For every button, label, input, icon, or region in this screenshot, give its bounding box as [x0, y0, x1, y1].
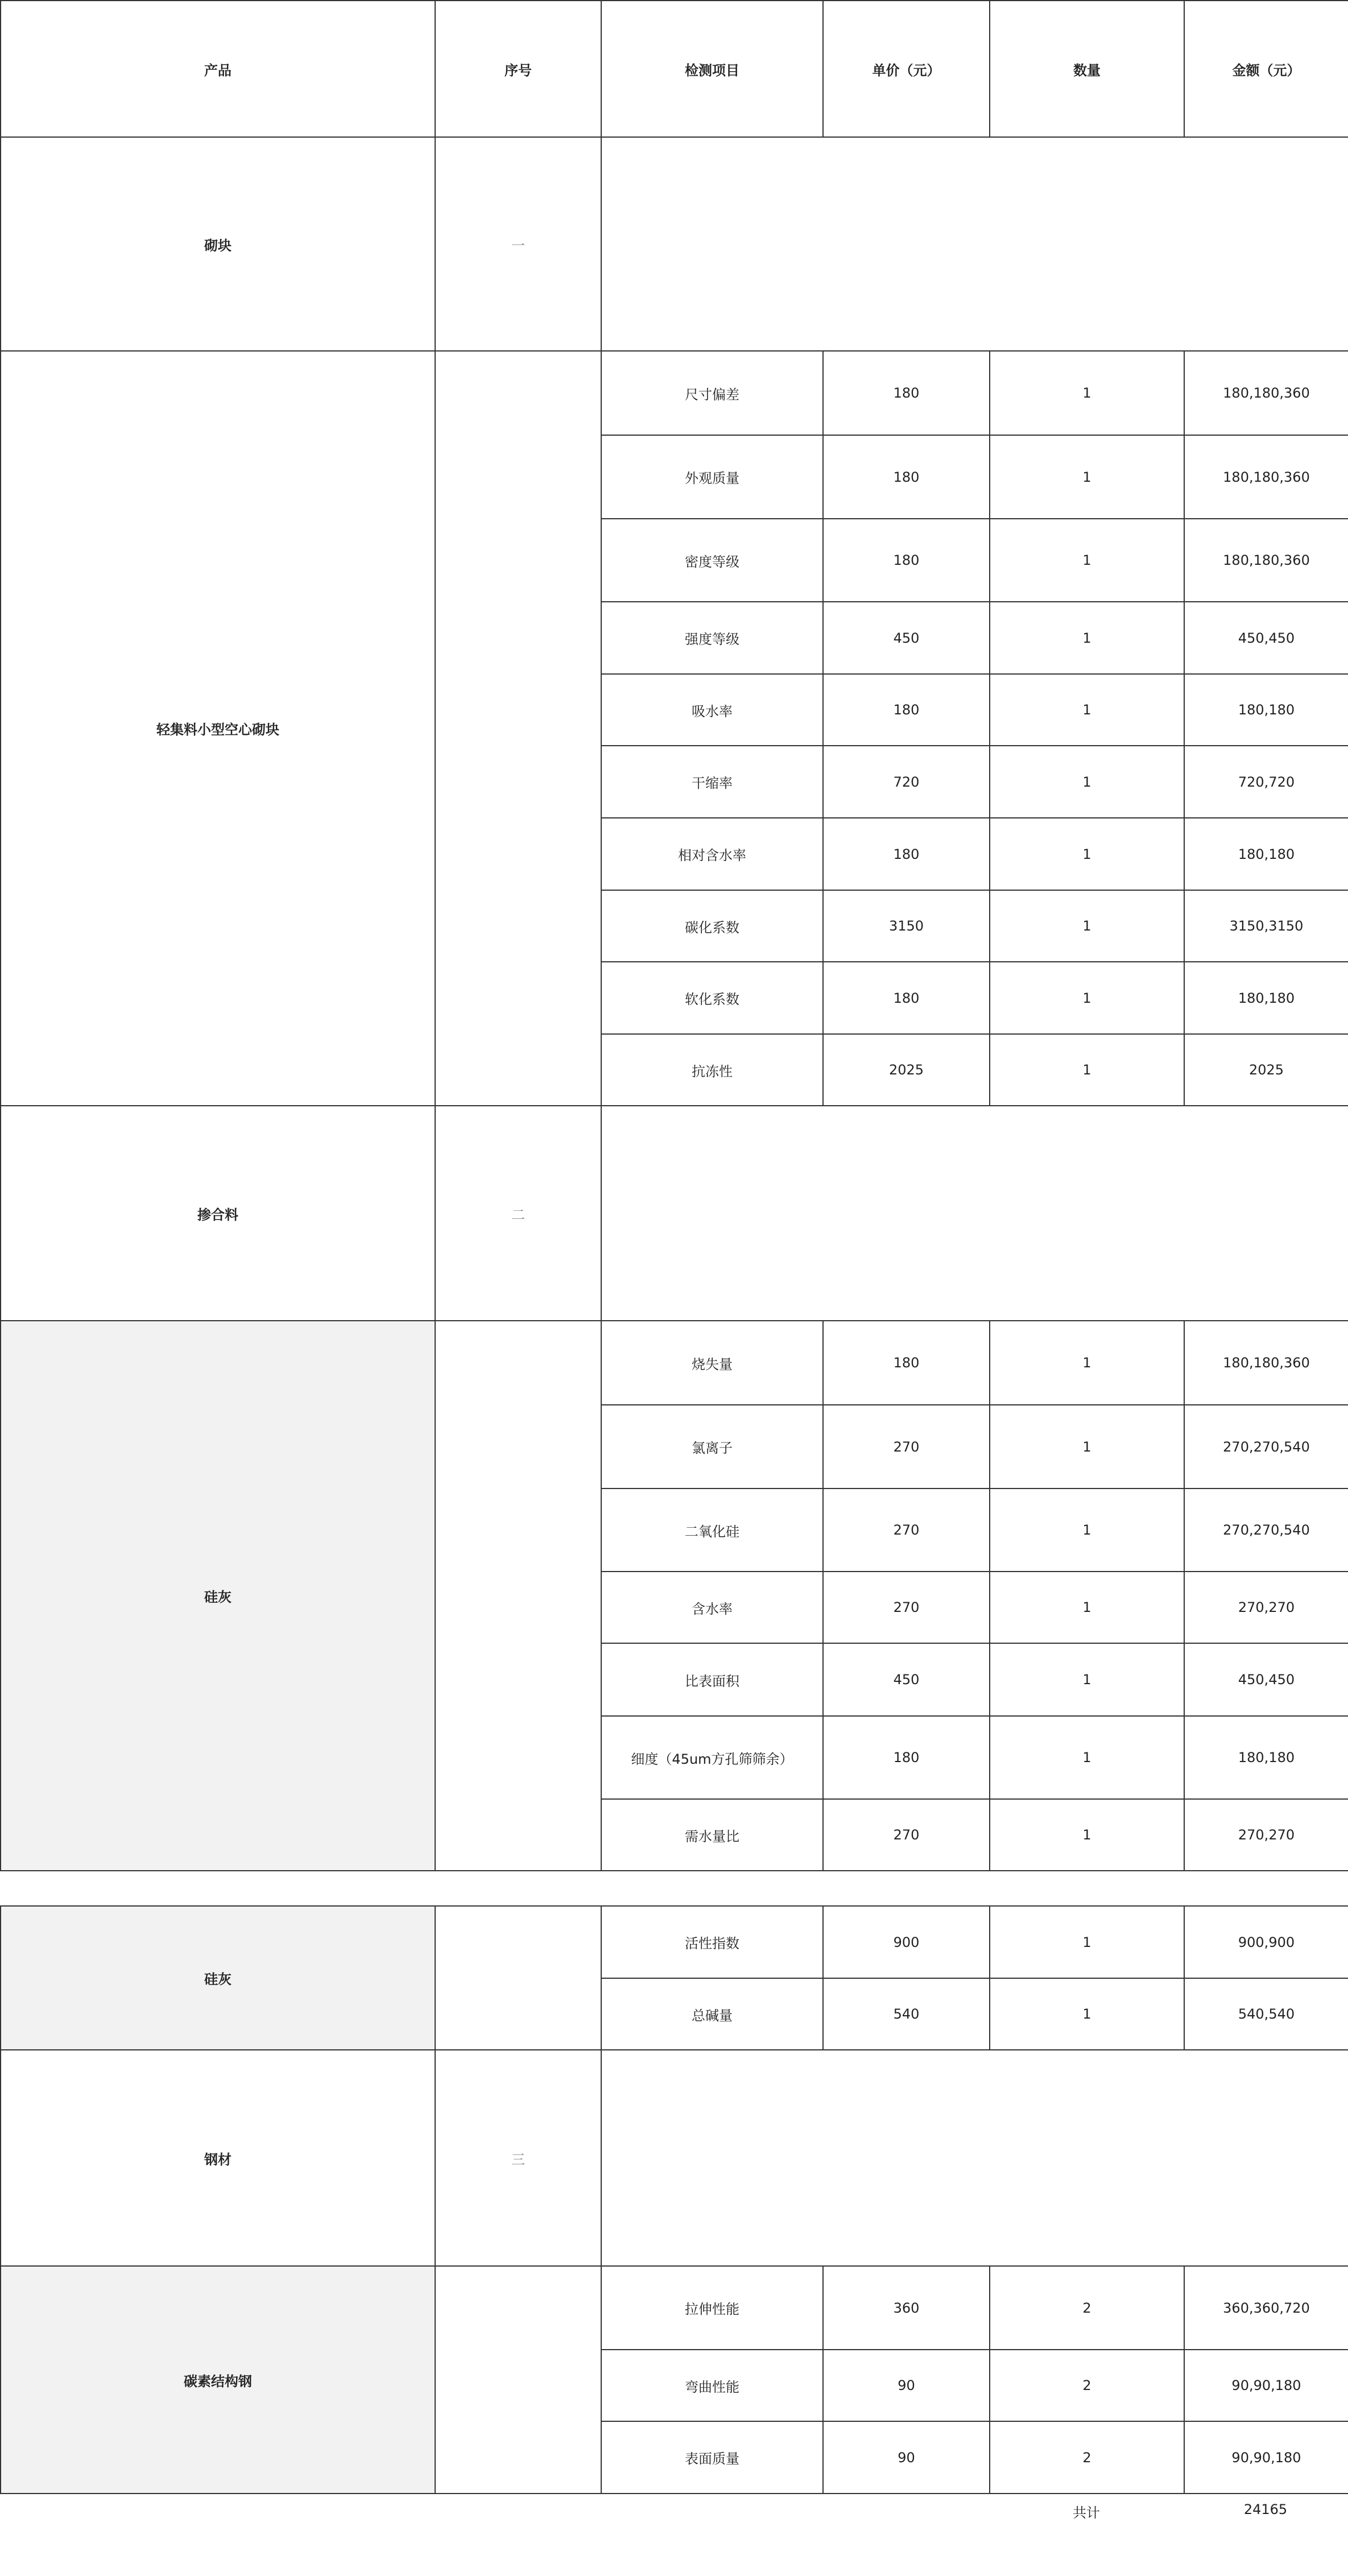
- empty-cell: [601, 1106, 1348, 1321]
- amount-cell: 3150,3150: [1184, 890, 1348, 962]
- item-cell: 烧失量: [601, 1321, 823, 1405]
- amount-cell: 270,270,540: [1184, 1405, 1348, 1488]
- qty-cell: 1: [990, 746, 1184, 818]
- category-row-block: [1, 137, 1348, 351]
- amount-cell: 180,180,360: [1184, 1321, 1348, 1405]
- amount-cell: 180,180,360: [1184, 435, 1348, 519]
- amount-cell: 270,270: [1184, 1799, 1348, 1871]
- category-row-admixture: [1, 1106, 1348, 1321]
- header-item: 检测项目: [601, 1, 823, 137]
- seq-cell: [435, 1906, 601, 2050]
- price-cell: 270: [823, 1405, 990, 1488]
- qty-cell: 1: [990, 602, 1184, 674]
- header-product: 产品: [1, 1, 435, 137]
- item-cell: 拉伸性能: [601, 2266, 823, 2350]
- item-cell: 干缩率: [601, 746, 823, 818]
- seq-cell: [435, 1321, 601, 1871]
- amount-cell: 180,180,360: [1184, 519, 1348, 602]
- item-cell: 比表面积: [601, 1643, 823, 1716]
- category-name: 掺合料: [1, 1106, 435, 1321]
- qty-cell: 1: [990, 435, 1184, 519]
- price-cell: 2025: [823, 1034, 990, 1106]
- item-cell: 活性指数: [601, 1906, 823, 1978]
- category-name: 砌块: [1, 137, 435, 351]
- header-price: 单价（元）: [823, 1, 990, 137]
- price-cell: 270: [823, 1488, 990, 1572]
- price-cell: 450: [823, 602, 990, 674]
- product-name: 硅灰: [1, 1321, 435, 1871]
- item-cell: 尺寸偏差: [601, 351, 823, 435]
- price-cell: 180: [823, 962, 990, 1034]
- item-cell: 抗冻性: [601, 1034, 823, 1106]
- amount-cell: 270,270,540: [1184, 1488, 1348, 1572]
- amount-cell: 180,180: [1184, 1716, 1348, 1799]
- price-cell: 270: [823, 1799, 990, 1871]
- item-cell: 表面质量: [601, 2421, 823, 2494]
- amount-cell: 180,180,360: [1184, 351, 1348, 435]
- amount-cell: 360,360,720: [1184, 2266, 1348, 2350]
- table-row: [1, 1906, 1348, 1978]
- amount-cell: 450,450: [1184, 1643, 1348, 1716]
- category-seq: 二: [435, 1106, 601, 1321]
- price-cell: 900: [823, 1906, 990, 1978]
- header-row: [1, 1, 1348, 137]
- item-cell: 弯曲性能: [601, 2350, 823, 2421]
- amount-cell: 180,180: [1184, 674, 1348, 746]
- qty-cell: 1: [990, 890, 1184, 962]
- price-cell: 180: [823, 351, 990, 435]
- amount-cell: 90,90,180: [1184, 2421, 1348, 2494]
- qty-cell: 1: [990, 1572, 1184, 1643]
- price-cell: 180: [823, 1716, 990, 1799]
- item-cell: 含水率: [601, 1572, 823, 1643]
- amount-cell: 180,180: [1184, 962, 1348, 1034]
- price-cell: 180: [823, 1321, 990, 1405]
- qty-cell: 1: [990, 1643, 1184, 1716]
- empty-cell: [601, 137, 1348, 351]
- price-cell: 3150: [823, 890, 990, 962]
- empty-cell: [601, 2050, 1348, 2266]
- price-cell: 90: [823, 2421, 990, 2494]
- amount-cell: 2025: [1184, 1034, 1348, 1106]
- price-cell: 360: [823, 2266, 990, 2350]
- qty-cell: 1: [990, 1799, 1184, 1871]
- item-cell: 二氧化硅: [601, 1488, 823, 1572]
- qty-cell: 2: [990, 2266, 1184, 2350]
- qty-cell: 1: [990, 1716, 1184, 1799]
- qty-cell: 2: [990, 2421, 1184, 2494]
- category-name: 钢材: [1, 2050, 435, 2266]
- qty-cell: 1: [990, 519, 1184, 602]
- item-cell: 密度等级: [601, 519, 823, 602]
- total-label: 共计: [1073, 2505, 1100, 2521]
- category-seq: 一: [435, 137, 601, 351]
- item-cell: 强度等级: [601, 602, 823, 674]
- qty-cell: 1: [990, 1321, 1184, 1405]
- item-cell: 细度（45um方孔筛筛余）: [601, 1716, 823, 1799]
- item-cell: 氯离子: [601, 1405, 823, 1488]
- price-cell: 90: [823, 2350, 990, 2421]
- amount-cell: 90,90,180: [1184, 2350, 1348, 2421]
- header-qty: 数量: [990, 1, 1184, 137]
- table-row: [1, 351, 1348, 435]
- table-row: [1, 2266, 1348, 2350]
- price-cell: 180: [823, 435, 990, 519]
- total-value: 24165: [1243, 2501, 1288, 2517]
- product-name: 轻集料小型空心砌块: [1, 351, 435, 1106]
- price-cell: 180: [823, 519, 990, 602]
- test-fee-table-part-2: [0, 1905, 1348, 2494]
- table-row: [1, 1321, 1348, 1405]
- item-cell: 软化系数: [601, 962, 823, 1034]
- item-cell: 外观质量: [601, 435, 823, 519]
- price-cell: 270: [823, 1572, 990, 1643]
- item-cell: 吸水率: [601, 674, 823, 746]
- amount-cell: 720,720: [1184, 746, 1348, 818]
- qty-cell: 1: [990, 1978, 1184, 2050]
- qty-cell: 1: [990, 1488, 1184, 1572]
- amount-cell: 180,180: [1184, 818, 1348, 890]
- qty-cell: 1: [990, 1906, 1184, 1978]
- price-cell: 450: [823, 1643, 990, 1716]
- amount-cell: 450,450: [1184, 602, 1348, 674]
- qty-cell: 1: [990, 674, 1184, 746]
- qty-cell: 1: [990, 962, 1184, 1034]
- item-cell: 需水量比: [601, 1799, 823, 1871]
- header-seq: 序号: [435, 1, 601, 137]
- item-cell: 总碱量: [601, 1978, 823, 2050]
- qty-cell: 1: [990, 351, 1184, 435]
- amount-cell: 540,540: [1184, 1978, 1348, 2050]
- amount-cell: 270,270: [1184, 1572, 1348, 1643]
- price-cell: 180: [823, 674, 990, 746]
- qty-cell: 1: [990, 818, 1184, 890]
- product-name: 硅灰: [1, 1906, 435, 2050]
- qty-cell: 1: [990, 1405, 1184, 1488]
- amount-cell: 900,900: [1184, 1906, 1348, 1978]
- seq-cell: [435, 2266, 601, 2494]
- category-seq: 三: [435, 2050, 601, 2266]
- price-cell: 540: [823, 1978, 990, 2050]
- header-amount: 金额（元）: [1184, 1, 1348, 137]
- item-cell: 碳化系数: [601, 890, 823, 962]
- price-cell: 180: [823, 818, 990, 890]
- qty-cell: 1: [990, 1034, 1184, 1106]
- product-name: 碳素结构钢: [1, 2266, 435, 2494]
- category-row-steel: [1, 2050, 1348, 2266]
- qty-cell: 2: [990, 2350, 1184, 2421]
- item-cell: 相对含水率: [601, 818, 823, 890]
- price-cell: 720: [823, 746, 990, 818]
- seq-cell: [435, 351, 601, 1106]
